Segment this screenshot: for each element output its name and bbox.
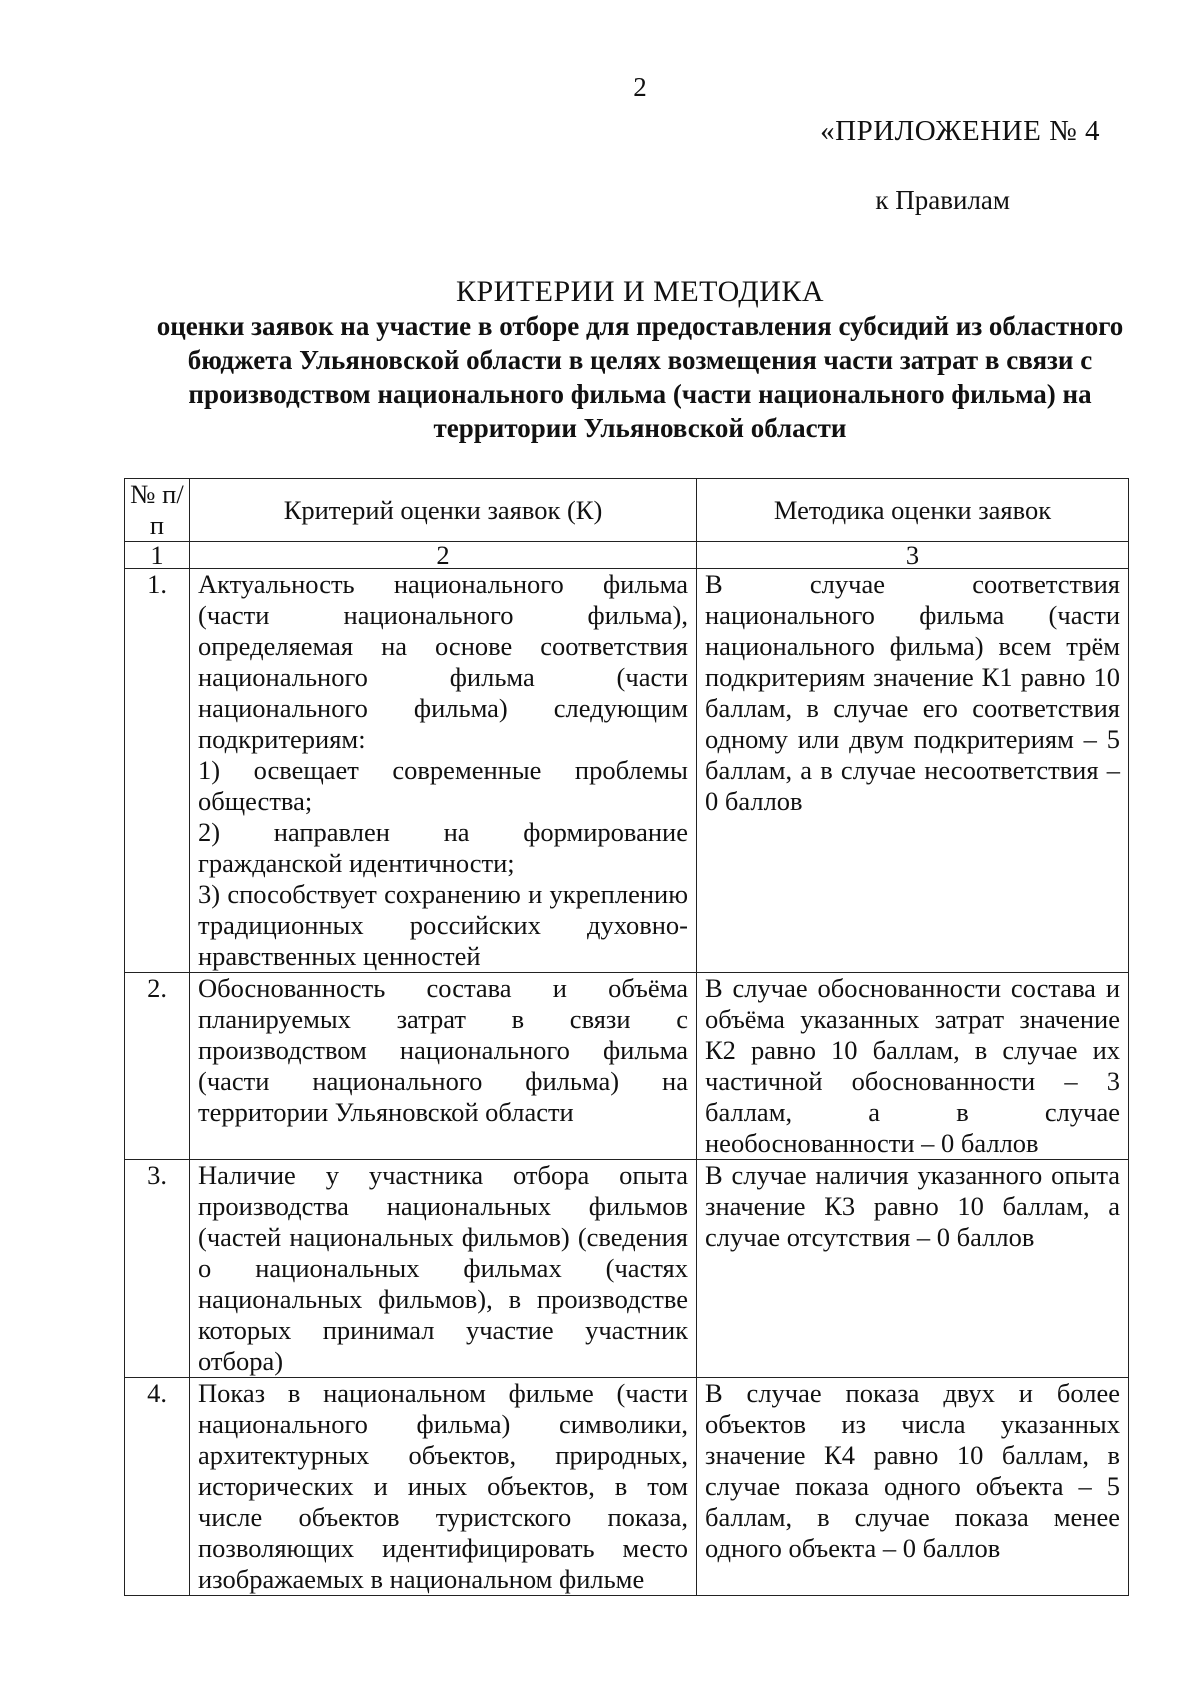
header-method: Методика оценки заявок [697, 479, 1129, 542]
criterion-cell: Показ в национальном фильме (части национального фильма) символики, архитектурных объектов, природных, исторических и иных объектов, в том числе объектов туристского показа, позволяющих идентифицировать место изображаемых в национальном фильме [190, 1378, 697, 1596]
index-cell: 1 [125, 542, 190, 569]
table-row [125, 973, 1129, 1160]
method-cell: В случае обоснованности состава и объёма указанных затрат значение К2 равно 10 баллам, в случае их частичной обоснованности – 3 баллам, а в случае необоснованности – 0 баллов [697, 973, 1129, 1160]
criterion-cell: Наличие у участника отбора опыта производства национальных фильмов (частей национальных фильмов) (сведения о национальных фильмах (частях национальных фильмов), в производстве которых принимал участие участник отбора) [190, 1160, 697, 1378]
document-subtitle: оценки заявок на участие в отборе для предоставления субсидий из областного бюджета Ульяновской области в целях возмещения части затрат в связи с производством национального фильма (части национального фильма) на территории Ульяновской области [156, 311, 1124, 443]
index-cell: 2 [190, 542, 697, 569]
table-row [125, 569, 1129, 973]
table-row [125, 1160, 1129, 1378]
method-cell: В случае наличия указанного опыта значение К3 равно 10 баллам, а случае отсутствия – 0 баллов [697, 1160, 1129, 1378]
criterion-cell [190, 569, 697, 973]
row-number: 4. [125, 1378, 190, 1596]
subcriterion-item: 3) способствует сохранению и укреплению традиционных российских духовно-нравственных ценностей [198, 879, 688, 971]
criterion-cell: Обоснованность состава и объёма планируемых затрат в связи с производством национального фильма (части национального фильма) на территории Ульяновской области [190, 973, 697, 1160]
table-index-row [125, 542, 1129, 569]
header-criterion: Критерий оценки заявок (К) [190, 479, 697, 542]
method-cell: В случае соответствия национального фильма (части национального фильма) всем трём подкритериям значение К1 равно 10 баллам, в случае его соответствия одному или двум подкритериям – 5 баллам, а в случае несоответствия – 0 баллов [697, 569, 1129, 973]
index-cell: 3 [697, 542, 1129, 569]
table-header-row [125, 479, 1129, 542]
header-number: № п/п [125, 479, 190, 542]
page-number: 2 [633, 72, 647, 102]
row-number: 3. [125, 1160, 190, 1378]
criterion-text: Актуальность национального фильма (части национального фильма), определяемая на основе соответствия национального фильма (части национального фильма) следующим подкритериям: [198, 569, 688, 754]
document-title: КРИТЕРИИ И МЕТОДИКА [455, 275, 825, 308]
method-cell: В случае показа двух и более объектов из числа указанных значение К4 равно 10 баллам, в случае показа одного объекта – 5 баллам, в случае показа менее одного объекта – 0 баллов [697, 1378, 1129, 1596]
subcriterion-item: 1) освещает современные проблемы общества; [198, 755, 688, 816]
table-row [125, 1378, 1129, 1596]
row-number: 2. [125, 973, 190, 1160]
row-number: 1. [125, 569, 190, 973]
criteria-table [124, 478, 1129, 1596]
subcriterion-item: 2) направлен на формирование гражданской идентичности; [198, 817, 688, 878]
appendix-label: «ПРИЛОЖЕНИЕ № 4 [820, 115, 1100, 147]
rules-reference: к Правилам [875, 185, 1010, 215]
document-heading [150, 275, 1130, 445]
